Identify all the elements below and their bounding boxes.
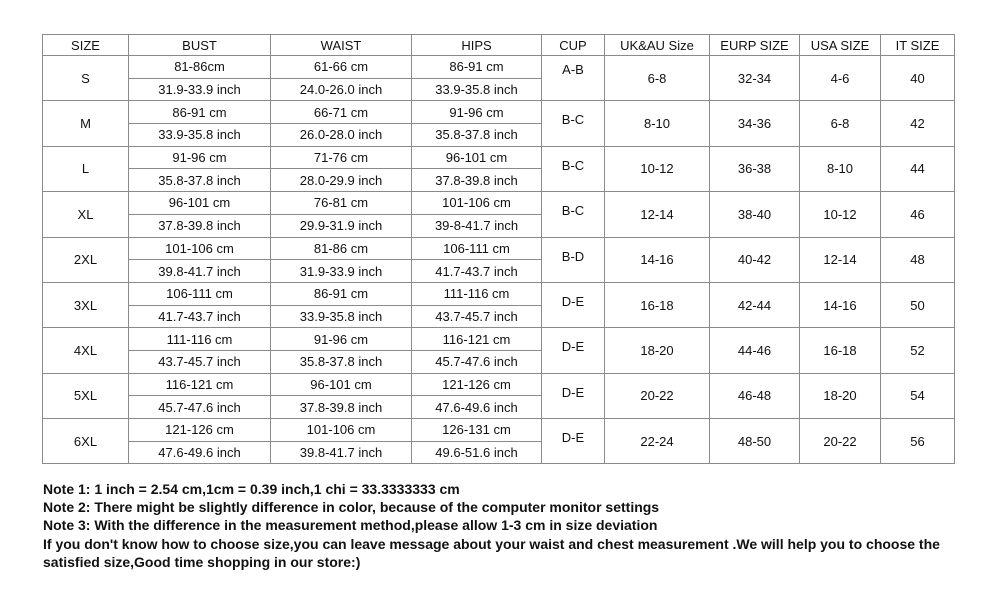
- header-row: [43, 35, 955, 56]
- eurp-size: 46-48: [710, 373, 800, 418]
- hips-inch: 39-8-41.7 inch: [412, 214, 542, 237]
- size-label: S: [43, 56, 129, 101]
- uk-au-size: 20-22: [605, 373, 710, 418]
- waist-inch: 26.0-28.0 inch: [271, 124, 412, 147]
- it-size: 40: [881, 56, 955, 101]
- hips-cm: 126-131 cm: [412, 419, 542, 442]
- header-eurp-size: EURP SIZE: [710, 35, 800, 56]
- eurp-size: 34-36: [710, 101, 800, 146]
- usa-size: 10-12: [800, 192, 881, 237]
- waist-inch: 24.0-26.0 inch: [271, 78, 412, 101]
- cup-size: B-D: [542, 237, 605, 282]
- bust-cm: 86-91 cm: [129, 101, 271, 124]
- bust-inch: 37.8-39.8 inch: [129, 214, 271, 237]
- it-size: 42: [881, 101, 955, 146]
- it-size: 50: [881, 282, 955, 327]
- cup-size: D-E: [542, 282, 605, 327]
- hips-cm: 96-101 cm: [412, 146, 542, 169]
- header-uk-au-size: UK&AU Size: [605, 35, 710, 56]
- header-usa-size: USA SIZE: [800, 35, 881, 56]
- size-row-cm: [43, 328, 955, 351]
- bust-inch: 45.7-47.6 inch: [129, 396, 271, 419]
- size-row-cm: [43, 192, 955, 215]
- note-3: Note 3: With the difference in the measurement method,please allow 1-3 cm in size deviation: [43, 517, 658, 534]
- size-chart: [42, 34, 954, 464]
- size-row-cm: [43, 56, 955, 79]
- hips-cm: 91-96 cm: [412, 101, 542, 124]
- size-row-cm: [43, 146, 955, 169]
- header-size: SIZE: [43, 35, 129, 56]
- usa-size: 14-16: [800, 282, 881, 327]
- cup-size: D-E: [542, 419, 605, 464]
- uk-au-size: 12-14: [605, 192, 710, 237]
- cup-size: D-E: [542, 328, 605, 373]
- usa-size: 12-14: [800, 237, 881, 282]
- size-label: 4XL: [43, 328, 129, 373]
- hips-inch: 49.6-51.6 inch: [412, 441, 542, 464]
- usa-size: 18-20: [800, 373, 881, 418]
- usa-size: 16-18: [800, 328, 881, 373]
- bust-cm: 96-101 cm: [129, 192, 271, 215]
- bust-inch: 31.9-33.9 inch: [129, 78, 271, 101]
- cup-size: B-C: [542, 192, 605, 237]
- waist-inch: 28.0-29.9 inch: [271, 169, 412, 192]
- note-1: Note 1: 1 inch = 2.54 cm,1cm = 0.39 inch,1 chi = 33.3333333 cm: [43, 481, 460, 497]
- waist-inch: 37.8-39.8 inch: [271, 396, 412, 419]
- size-label: XL: [43, 192, 129, 237]
- uk-au-size: 14-16: [605, 237, 710, 282]
- bust-inch: 41.7-43.7 inch: [129, 305, 271, 328]
- size-label: 5XL: [43, 373, 129, 418]
- size-row-cm: [43, 282, 955, 305]
- hips-inch: 33.9-35.8 inch: [412, 78, 542, 101]
- waist-inch: 29.9-31.9 inch: [271, 214, 412, 237]
- waist-cm: 86-91 cm: [271, 282, 412, 305]
- cup-size: D-E: [542, 373, 605, 418]
- bust-cm: 91-96 cm: [129, 146, 271, 169]
- waist-cm: 76-81 cm: [271, 192, 412, 215]
- usa-size: 6-8: [800, 101, 881, 146]
- waist-inch: 31.9-33.9 inch: [271, 260, 412, 283]
- hips-cm: 101-106 cm: [412, 192, 542, 215]
- eurp-size: 48-50: [710, 419, 800, 464]
- hips-inch: 47.6-49.6 inch: [412, 396, 542, 419]
- bust-inch: 39.8-41.7 inch: [129, 260, 271, 283]
- eurp-size: 40-42: [710, 237, 800, 282]
- waist-cm: 91-96 cm: [271, 328, 412, 351]
- uk-au-size: 10-12: [605, 146, 710, 191]
- bust-inch: 47.6-49.6 inch: [129, 441, 271, 464]
- hips-inch: 37.8-39.8 inch: [412, 169, 542, 192]
- bust-cm: 121-126 cm: [129, 419, 271, 442]
- waist-cm: 71-76 cm: [271, 146, 412, 169]
- size-row-cm: [43, 101, 955, 124]
- size-label: 2XL: [43, 237, 129, 282]
- size-row-cm: [43, 237, 955, 260]
- cup-size: B-C: [542, 146, 605, 191]
- bust-cm: 116-121 cm: [129, 373, 271, 396]
- hips-inch: 43.7-45.7 inch: [412, 305, 542, 328]
- usa-size: 20-22: [800, 419, 881, 464]
- eurp-size: 38-40: [710, 192, 800, 237]
- size-help-message: If you don't know how to choose size,you can leave message about your waist and chest measurement .We will help you to choose the satisfied size,Good time shopping in our store:): [43, 535, 940, 570]
- bust-cm: 101-106 cm: [129, 237, 271, 260]
- header-cup: CUP: [542, 35, 605, 56]
- eurp-size: 44-46: [710, 328, 800, 373]
- hips-cm: 116-121 cm: [412, 328, 542, 351]
- waist-inch: 39.8-41.7 inch: [271, 441, 412, 464]
- uk-au-size: 22-24: [605, 419, 710, 464]
- hips-inch: 41.7-43.7 inch: [412, 260, 542, 283]
- header-hips: HIPS: [412, 35, 542, 56]
- hips-inch: 35.8-37.8 inch: [412, 124, 542, 147]
- it-size: 54: [881, 373, 955, 418]
- waist-cm: 101-106 cm: [271, 419, 412, 442]
- waist-cm: 61-66 cm: [271, 56, 412, 79]
- notes: [43, 480, 998, 571]
- header-bust: BUST: [129, 35, 271, 56]
- usa-size: 8-10: [800, 146, 881, 191]
- size-label: L: [43, 146, 129, 191]
- uk-au-size: 16-18: [605, 282, 710, 327]
- bust-cm: 111-116 cm: [129, 328, 271, 351]
- bust-cm: 106-111 cm: [129, 282, 271, 305]
- waist-cm: 96-101 cm: [271, 373, 412, 396]
- cup-size: A-B: [542, 56, 605, 101]
- hips-cm: 106-111 cm: [412, 237, 542, 260]
- size-label: M: [43, 101, 129, 146]
- eurp-size: 36-38: [710, 146, 800, 191]
- it-size: 52: [881, 328, 955, 373]
- uk-au-size: 6-8: [605, 56, 710, 101]
- header-it-size: IT SIZE: [881, 35, 955, 56]
- hips-cm: 86-91 cm: [412, 56, 542, 79]
- eurp-size: 32-34: [710, 56, 800, 101]
- hips-cm: 121-126 cm: [412, 373, 542, 396]
- size-chart-body: [43, 56, 955, 464]
- it-size: 44: [881, 146, 955, 191]
- uk-au-size: 18-20: [605, 328, 710, 373]
- header-waist: WAIST: [271, 35, 412, 56]
- bust-inch: 35.8-37.8 inch: [129, 169, 271, 192]
- it-size: 46: [881, 192, 955, 237]
- size-row-cm: [43, 419, 955, 442]
- usa-size: 4-6: [800, 56, 881, 101]
- eurp-size: 42-44: [710, 282, 800, 327]
- it-size: 56: [881, 419, 955, 464]
- size-row-cm: [43, 373, 955, 396]
- size-label: 6XL: [43, 419, 129, 464]
- it-size: 48: [881, 237, 955, 282]
- hips-cm: 111-116 cm: [412, 282, 542, 305]
- bust-cm: 81-86cm: [129, 56, 271, 79]
- bust-inch: 43.7-45.7 inch: [129, 350, 271, 373]
- hips-inch: 45.7-47.6 inch: [412, 350, 542, 373]
- size-label: 3XL: [43, 282, 129, 327]
- waist-inch: 33.9-35.8 inch: [271, 305, 412, 328]
- cup-size: B-C: [542, 101, 605, 146]
- bust-inch: 33.9-35.8 inch: [129, 124, 271, 147]
- size-chart-table: [42, 34, 955, 464]
- waist-cm: 81-86 cm: [271, 237, 412, 260]
- note-2: Note 2: There might be slightly difference in color, because of the computer monitor settings: [43, 499, 660, 516]
- waist-cm: 66-71 cm: [271, 101, 412, 124]
- waist-inch: 35.8-37.8 inch: [271, 350, 412, 373]
- uk-au-size: 8-10: [605, 101, 710, 146]
